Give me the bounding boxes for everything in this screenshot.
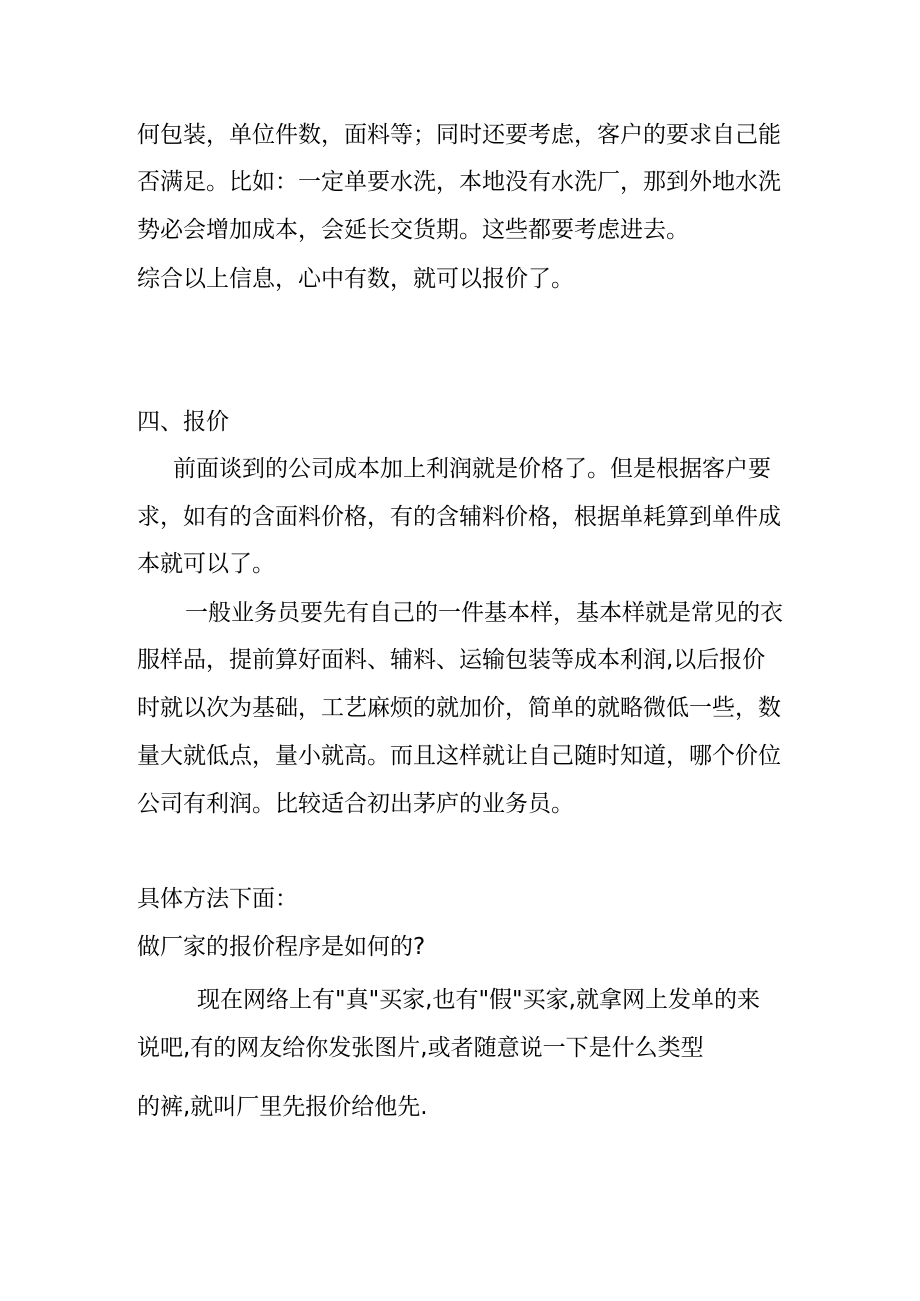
paragraph-line: 的裤,就叫厂里先报价给他先. <box>137 1094 428 1120</box>
section-heading: 四、报价 <box>137 409 229 435</box>
paragraph-line: 做厂家的报价程序是如何的? <box>137 934 426 960</box>
paragraph-line: 现在网络上有"真"买家,也有"假"买家,就拿网上发单的来 <box>197 987 760 1013</box>
paragraph-line: 量大就低点，量小就高。而且这样就让自己随时知道，哪个价位 <box>137 743 781 769</box>
paragraph-line: 求，如有的含面料价格，有的含辅料价格，根据单耗算到单件成 <box>137 504 781 530</box>
paragraph-line: 何包装，单位件数，面料等；同时还要考虑，客户的要求自己能 <box>137 122 781 148</box>
paragraph-line: 本就可以了。 <box>137 551 275 577</box>
paragraph-line: 一般业务员要先有自己的一件基本样，基本样就是常见的衣 <box>185 600 783 626</box>
paragraph-line: 否满足。比如：一定单要水洗，本地没有水洗厂，那到外地水洗 <box>137 169 781 195</box>
paragraph-line: 服样品，提前算好面料、辅料、运输包装等成本利润,以后报价 <box>137 647 766 673</box>
paragraph-line: 具体方法下面： <box>137 886 298 912</box>
paragraph-line: 时就以次为基础，工艺麻烦的就加价，简单的就略微低一些，数 <box>137 695 781 721</box>
paragraph-line: 公司有利润。比较适合初出茅庐的业务员。 <box>137 791 574 817</box>
paragraph-line: 前面谈到的公司成本加上利润就是价格了。但是根据客户要 <box>173 456 771 482</box>
paragraph-line: 综合以上信息，心中有数，就可以报价了。 <box>137 266 574 292</box>
paragraph-line: 说吧,有的网友给你发张图片,或者随意说一下是什么类型 <box>137 1035 704 1061</box>
paragraph-line: 势必会增加成本，会延长交货期。这些都要考虑进去。 <box>137 217 689 243</box>
